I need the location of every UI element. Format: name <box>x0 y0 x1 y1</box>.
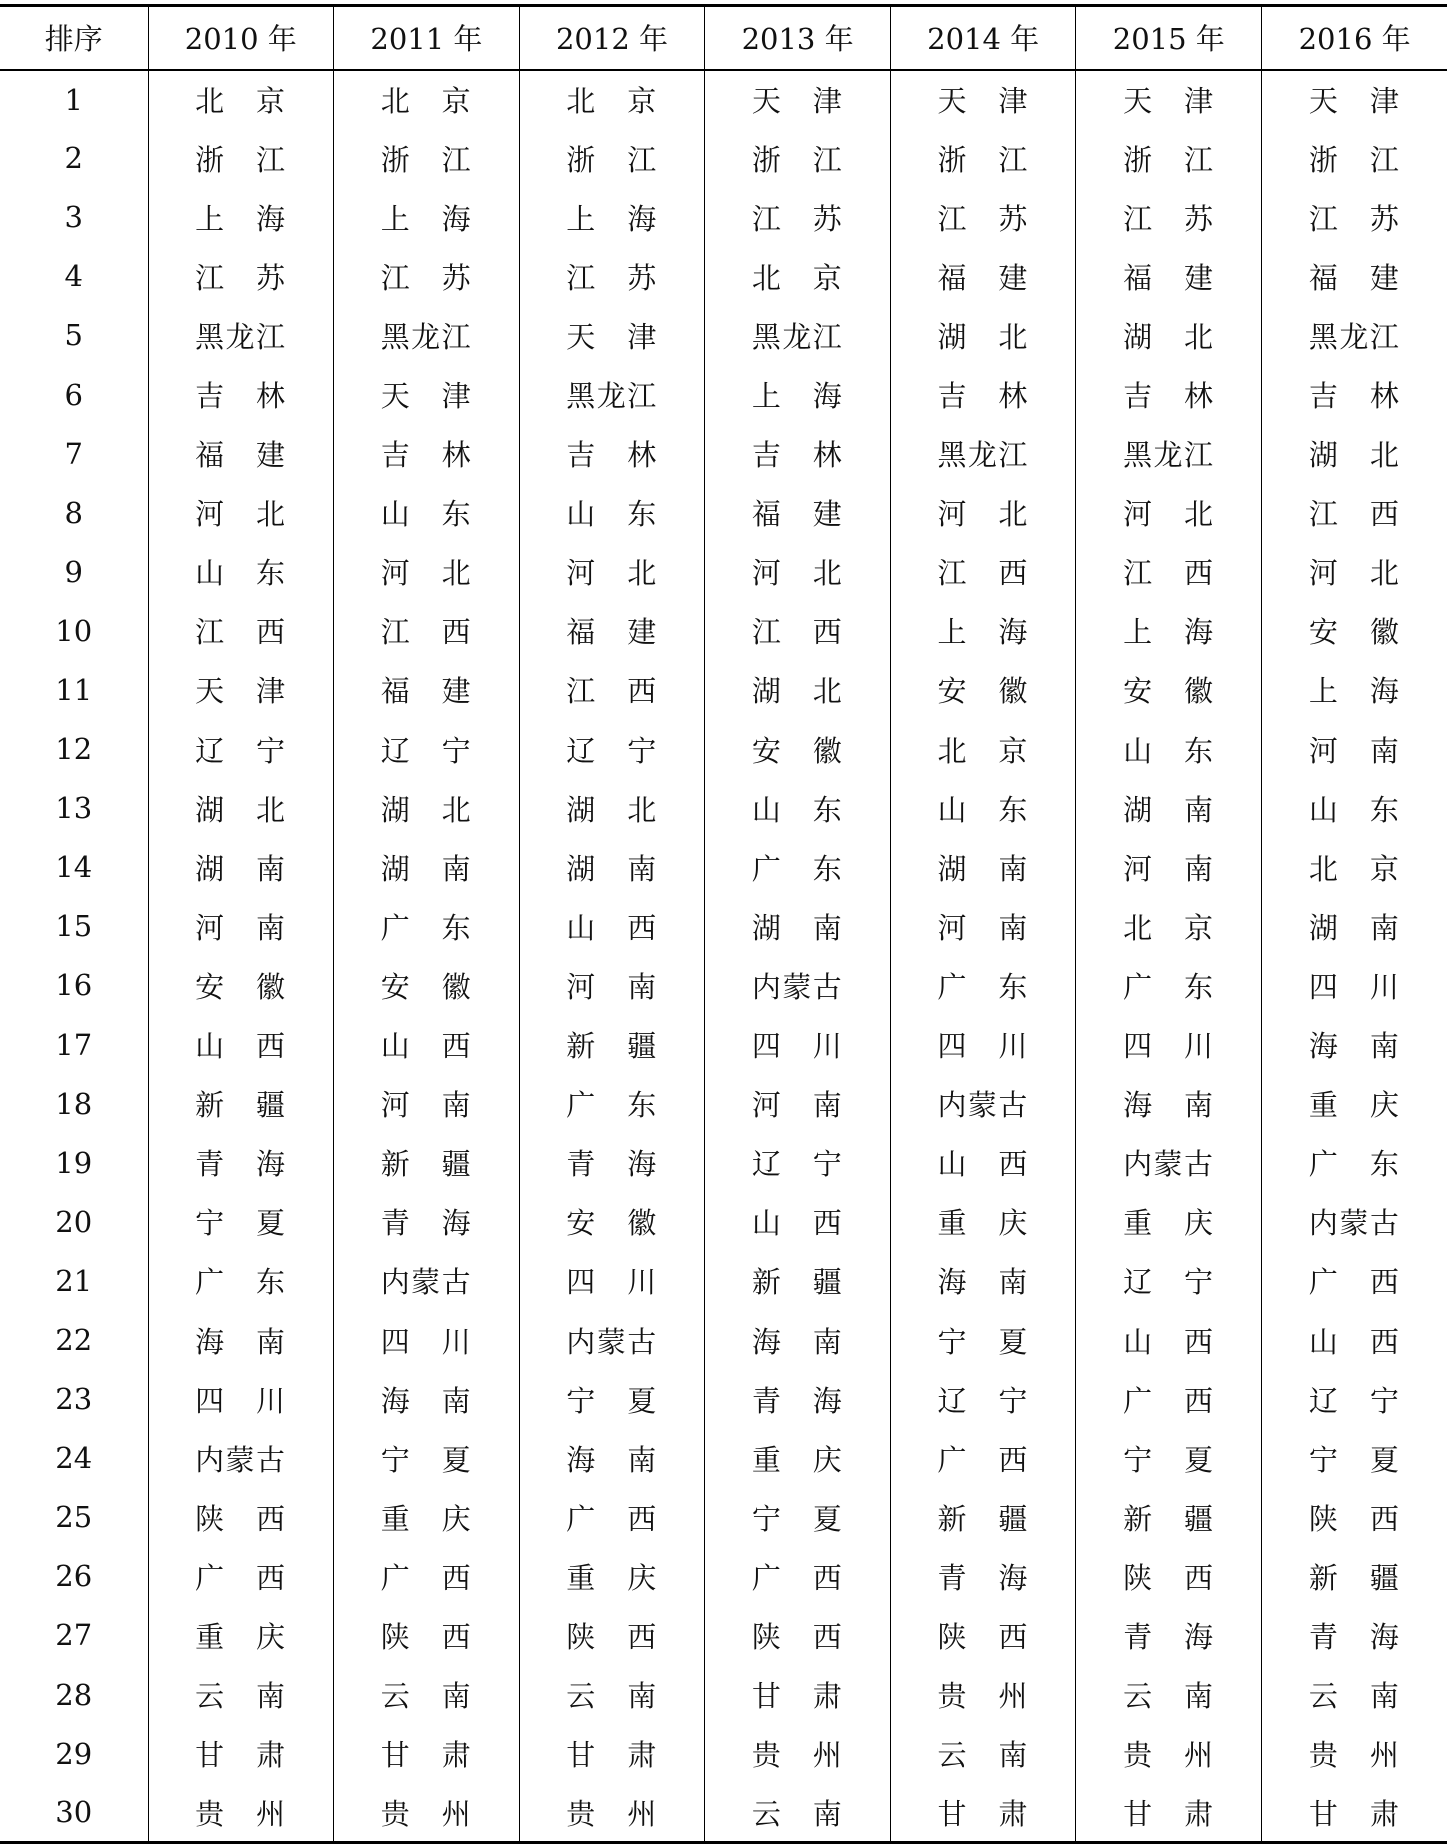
province-cell: 云 南 <box>148 1665 334 1724</box>
province-cell: 辽 宁 <box>890 1370 1076 1429</box>
province-cell: 贵 州 <box>1262 1724 1447 1783</box>
province-cell: 河 北 <box>705 542 891 601</box>
province-cell: 湖 南 <box>334 838 520 897</box>
province-cell: 福 建 <box>1076 247 1262 306</box>
province-cell: 甘 肃 <box>1076 1783 1262 1842</box>
province-cell: 黑龙江 <box>890 424 1076 483</box>
province-cell: 贵 州 <box>334 1783 520 1842</box>
rank-cell: 20 <box>55 1204 93 1239</box>
province-cell: 吉 林 <box>705 424 891 483</box>
province-cell: 内蒙古 <box>148 1429 334 1488</box>
province-cell: 吉 林 <box>890 365 1076 424</box>
province-cell: 江 苏 <box>148 247 334 306</box>
rank-cell: 23 <box>55 1382 93 1417</box>
province-cell: 黑龙江 <box>148 306 334 365</box>
province-cell: 陕 西 <box>890 1606 1076 1665</box>
table-row <box>0 1488 1447 1547</box>
header-2010: 2010 年 <box>148 6 334 70</box>
province-cell: 天 津 <box>519 306 705 365</box>
province-cell: 山 东 <box>890 779 1076 838</box>
province-cell: 四 川 <box>1262 956 1447 1015</box>
province-cell: 安 徽 <box>334 956 520 1015</box>
rank-cell: 6 <box>64 377 83 412</box>
province-cell: 广 西 <box>1262 1251 1447 1310</box>
province-cell: 内蒙古 <box>334 1251 520 1310</box>
province-cell: 河 南 <box>334 1074 520 1133</box>
province-cell: 甘 肃 <box>334 1724 520 1783</box>
rank-cell: 7 <box>64 436 83 471</box>
province-cell: 湖 北 <box>148 779 334 838</box>
province-cell: 吉 林 <box>1262 365 1447 424</box>
province-cell: 河 北 <box>519 542 705 601</box>
province-cell: 辽 宁 <box>519 720 705 779</box>
province-cell: 福 建 <box>890 247 1076 306</box>
rank-cell: 16 <box>55 968 93 1003</box>
rank-cell: 15 <box>55 909 93 944</box>
province-cell: 安 徽 <box>1262 601 1447 660</box>
province-cell: 重 庆 <box>1076 1192 1262 1251</box>
province-cell: 青 海 <box>334 1192 520 1251</box>
province-cell: 云 南 <box>705 1783 891 1842</box>
province-cell: 黑龙江 <box>1076 424 1262 483</box>
ranking-table <box>0 4 1447 1844</box>
province-cell: 新 疆 <box>890 1488 1076 1547</box>
province-cell: 黑龙江 <box>334 306 520 365</box>
province-cell: 天 津 <box>705 70 891 129</box>
rank-cell: 17 <box>55 1027 93 1062</box>
province-cell: 重 庆 <box>1262 1074 1447 1133</box>
province-cell: 青 海 <box>705 1370 891 1429</box>
table-row <box>0 483 1447 542</box>
province-cell: 河 北 <box>148 483 334 542</box>
header-2012: 2012 年 <box>519 6 705 70</box>
province-cell: 山 西 <box>1262 1310 1447 1369</box>
province-cell: 江 苏 <box>890 188 1076 247</box>
province-cell: 海 南 <box>705 1310 891 1369</box>
rank-cell: 5 <box>64 318 83 353</box>
province-cell: 湖 北 <box>890 306 1076 365</box>
table-body <box>0 70 1447 1843</box>
province-cell: 上 海 <box>148 188 334 247</box>
rank-cell: 24 <box>55 1441 93 1476</box>
province-cell: 上 海 <box>705 365 891 424</box>
province-cell: 北 京 <box>148 70 334 129</box>
ranking-table-wrapper <box>0 4 1447 1844</box>
province-cell: 四 川 <box>1076 1015 1262 1074</box>
table-row <box>0 1251 1447 1310</box>
province-cell: 福 建 <box>1262 247 1447 306</box>
province-cell: 新 疆 <box>148 1074 334 1133</box>
province-cell: 宁 夏 <box>148 1192 334 1251</box>
province-cell: 广 东 <box>334 897 520 956</box>
province-cell: 重 庆 <box>334 1488 520 1547</box>
header-2014: 2014 年 <box>890 6 1076 70</box>
province-cell: 重 庆 <box>890 1192 1076 1251</box>
rank-cell: 10 <box>55 613 93 648</box>
province-cell: 内蒙古 <box>890 1074 1076 1133</box>
province-cell: 宁 夏 <box>334 1429 520 1488</box>
rank-cell: 28 <box>55 1677 93 1712</box>
province-cell: 辽 宁 <box>148 720 334 779</box>
province-cell: 上 海 <box>1262 660 1447 719</box>
province-cell: 湖 南 <box>148 838 334 897</box>
province-cell: 河 北 <box>334 542 520 601</box>
header-2016: 2016 年 <box>1262 6 1447 70</box>
province-cell: 安 徽 <box>705 720 891 779</box>
province-cell: 天 津 <box>890 70 1076 129</box>
table-row <box>0 247 1447 306</box>
table-row <box>0 1606 1447 1665</box>
province-cell: 上 海 <box>334 188 520 247</box>
rank-cell: 9 <box>64 554 83 589</box>
table-row <box>0 188 1447 247</box>
province-cell: 青 海 <box>890 1547 1076 1606</box>
province-cell: 新 疆 <box>519 1015 705 1074</box>
province-cell: 陕 西 <box>705 1606 891 1665</box>
province-cell: 山 东 <box>1262 779 1447 838</box>
province-cell: 宁 夏 <box>1262 1429 1447 1488</box>
rank-cell: 30 <box>0 1783 148 1842</box>
province-cell: 内蒙古 <box>705 956 891 1015</box>
province-cell: 天 津 <box>148 660 334 719</box>
province-cell: 湖 南 <box>1262 897 1447 956</box>
province-cell: 湖 南 <box>1076 779 1262 838</box>
header-2013: 2013 年 <box>705 6 891 70</box>
province-cell: 河 北 <box>1076 483 1262 542</box>
province-cell: 江 苏 <box>1076 188 1262 247</box>
province-cell: 重 庆 <box>148 1606 334 1665</box>
province-cell: 山 东 <box>148 542 334 601</box>
province-cell: 广 东 <box>1262 1133 1447 1192</box>
table-row <box>0 1370 1447 1429</box>
table-row <box>0 1133 1447 1192</box>
province-cell: 安 徽 <box>519 1192 705 1251</box>
province-cell: 贵 州 <box>148 1783 334 1842</box>
header-rank: 排序 <box>0 6 148 70</box>
province-cell: 贵 州 <box>519 1783 705 1842</box>
province-cell: 广 东 <box>705 838 891 897</box>
province-cell: 江 西 <box>1262 483 1447 542</box>
table-row <box>0 779 1447 838</box>
province-cell: 云 南 <box>1262 1665 1447 1724</box>
province-cell: 青 海 <box>148 1133 334 1192</box>
province-cell: 重 庆 <box>519 1547 705 1606</box>
province-cell: 河 南 <box>1262 720 1447 779</box>
rank-cell: 29 <box>55 1736 93 1771</box>
table-row <box>0 1015 1447 1074</box>
province-cell: 内蒙古 <box>519 1310 705 1369</box>
province-cell: 陕 西 <box>334 1606 520 1665</box>
province-cell: 上 海 <box>519 188 705 247</box>
province-cell: 天 津 <box>334 365 520 424</box>
rank-cell: 4 <box>64 259 83 294</box>
province-cell: 四 川 <box>519 1251 705 1310</box>
table-row <box>0 660 1447 719</box>
province-cell: 江 西 <box>148 601 334 660</box>
province-cell: 陕 西 <box>519 1606 705 1665</box>
province-cell: 江 西 <box>1076 542 1262 601</box>
province-cell: 广 东 <box>519 1074 705 1133</box>
province-cell: 上 海 <box>1076 601 1262 660</box>
province-cell: 海 南 <box>519 1429 705 1488</box>
province-cell: 陕 西 <box>1262 1488 1447 1547</box>
province-cell: 新 疆 <box>1262 1547 1447 1606</box>
province-cell: 山 东 <box>519 483 705 542</box>
province-cell: 湖 南 <box>519 838 705 897</box>
rank-cell: 14 <box>55 850 93 885</box>
province-cell: 河 北 <box>1262 542 1447 601</box>
table-row <box>0 1429 1447 1488</box>
province-cell: 北 京 <box>1076 897 1262 956</box>
header-2011: 2011 年 <box>334 6 520 70</box>
province-cell: 广 西 <box>890 1429 1076 1488</box>
province-cell: 天 津 <box>1262 70 1447 129</box>
rank-cell: 8 <box>64 495 83 530</box>
table-row <box>0 720 1447 779</box>
province-cell: 北 京 <box>1262 838 1447 897</box>
province-cell: 新 疆 <box>1076 1488 1262 1547</box>
rank-cell: 18 <box>55 1086 93 1121</box>
province-cell: 山 西 <box>519 897 705 956</box>
province-cell: 内蒙古 <box>1076 1133 1262 1192</box>
province-cell: 福 建 <box>519 601 705 660</box>
province-cell: 甘 肃 <box>890 1783 1076 1842</box>
header-2015: 2015 年 <box>1076 6 1262 70</box>
table-header <box>0 6 1447 70</box>
rank-cell: 27 <box>55 1618 93 1653</box>
province-cell: 山 东 <box>1076 720 1262 779</box>
province-cell: 云 南 <box>519 1665 705 1724</box>
province-cell: 江 苏 <box>705 188 891 247</box>
province-cell: 河 北 <box>890 483 1076 542</box>
province-cell: 安 徽 <box>890 660 1076 719</box>
rank-cell: 11 <box>55 672 93 707</box>
province-cell: 新 疆 <box>334 1133 520 1192</box>
province-cell: 湖 北 <box>705 660 891 719</box>
province-cell: 江 西 <box>705 601 891 660</box>
table-row <box>0 70 1447 129</box>
province-cell: 北 京 <box>705 247 891 306</box>
province-cell: 浙 江 <box>1076 129 1262 188</box>
province-cell: 宁 夏 <box>519 1370 705 1429</box>
province-cell: 海 南 <box>1262 1015 1447 1074</box>
province-cell: 浙 江 <box>1262 129 1447 188</box>
province-cell: 四 川 <box>148 1370 334 1429</box>
province-cell: 北 京 <box>334 70 520 129</box>
header-row <box>0 6 1447 70</box>
province-cell: 山 西 <box>1076 1310 1262 1369</box>
table-row <box>0 306 1447 365</box>
table-row <box>0 129 1447 188</box>
province-cell: 福 建 <box>148 424 334 483</box>
table-row <box>0 1783 1447 1842</box>
province-cell: 北 京 <box>890 720 1076 779</box>
province-cell: 福 建 <box>705 483 891 542</box>
province-cell: 宁 夏 <box>890 1310 1076 1369</box>
province-cell: 广 西 <box>1076 1370 1262 1429</box>
province-cell: 山 西 <box>148 1015 334 1074</box>
province-cell: 湖 北 <box>519 779 705 838</box>
table-row <box>0 1724 1447 1783</box>
province-cell: 吉 林 <box>519 424 705 483</box>
rank-cell: 25 <box>55 1500 93 1535</box>
province-cell: 湖 北 <box>1262 424 1447 483</box>
province-cell: 河 南 <box>890 897 1076 956</box>
province-cell: 甘 肃 <box>519 1724 705 1783</box>
table-row <box>0 424 1447 483</box>
province-cell: 吉 林 <box>334 424 520 483</box>
province-cell: 湖 南 <box>705 897 891 956</box>
province-cell: 江 西 <box>890 542 1076 601</box>
province-cell: 贵 州 <box>890 1665 1076 1724</box>
table-row <box>0 1665 1447 1724</box>
rank-cell: 2 <box>64 141 83 176</box>
province-cell: 辽 宁 <box>705 1133 891 1192</box>
rank-cell: 19 <box>55 1145 93 1180</box>
rank-cell: 12 <box>55 732 93 767</box>
province-cell: 甘 肃 <box>705 1665 891 1724</box>
province-cell: 重 庆 <box>705 1429 891 1488</box>
table-row <box>0 1074 1447 1133</box>
rank-cell: 1 <box>64 82 83 117</box>
province-cell: 浙 江 <box>148 129 334 188</box>
province-cell: 辽 宁 <box>334 720 520 779</box>
province-cell: 北 京 <box>519 70 705 129</box>
province-cell: 浙 江 <box>890 129 1076 188</box>
province-cell: 天 津 <box>1076 70 1262 129</box>
province-cell: 四 川 <box>334 1310 520 1369</box>
province-cell: 云 南 <box>890 1724 1076 1783</box>
province-cell: 江 苏 <box>334 247 520 306</box>
table-row <box>0 1547 1447 1606</box>
table-row <box>0 365 1447 424</box>
province-cell: 浙 江 <box>705 129 891 188</box>
province-cell: 新 疆 <box>705 1251 891 1310</box>
province-cell: 广 东 <box>1076 956 1262 1015</box>
province-cell: 山 西 <box>890 1133 1076 1192</box>
province-cell: 甘 肃 <box>148 1724 334 1783</box>
province-cell: 青 海 <box>519 1133 705 1192</box>
province-cell: 广 东 <box>148 1251 334 1310</box>
province-cell: 青 海 <box>1262 1606 1447 1665</box>
province-cell: 内蒙古 <box>1262 1192 1447 1251</box>
province-cell: 山 西 <box>334 1015 520 1074</box>
province-cell: 江 西 <box>519 660 705 719</box>
province-cell: 广 东 <box>890 956 1076 1015</box>
province-cell: 安 徽 <box>148 956 334 1015</box>
rank-cell: 3 <box>64 200 83 235</box>
province-cell: 辽 宁 <box>1262 1370 1447 1429</box>
province-cell: 山 西 <box>705 1192 891 1251</box>
province-cell: 辽 宁 <box>1076 1251 1262 1310</box>
table-row <box>0 897 1447 956</box>
province-cell: 海 南 <box>890 1251 1076 1310</box>
province-cell: 广 西 <box>705 1547 891 1606</box>
table-row <box>0 1192 1447 1251</box>
province-cell: 陕 西 <box>148 1488 334 1547</box>
province-cell: 青 海 <box>1076 1606 1262 1665</box>
province-cell: 湖 北 <box>1076 306 1262 365</box>
province-cell: 广 西 <box>334 1547 520 1606</box>
province-cell: 河 南 <box>705 1074 891 1133</box>
province-cell: 宁 夏 <box>705 1488 891 1547</box>
province-cell: 云 南 <box>1076 1665 1262 1724</box>
province-cell: 贵 州 <box>705 1724 891 1783</box>
province-cell: 山 东 <box>705 779 891 838</box>
rank-cell: 22 <box>55 1323 93 1358</box>
province-cell: 吉 林 <box>148 365 334 424</box>
province-cell: 甘 肃 <box>1262 1783 1447 1842</box>
province-cell: 四 川 <box>705 1015 891 1074</box>
province-cell: 吉 林 <box>1076 365 1262 424</box>
province-cell: 海 南 <box>1076 1074 1262 1133</box>
province-cell: 福 建 <box>334 660 520 719</box>
rank-cell: 21 <box>55 1263 93 1298</box>
province-cell: 黑龙江 <box>1262 306 1447 365</box>
province-cell: 上 海 <box>890 601 1076 660</box>
province-cell: 广 西 <box>148 1547 334 1606</box>
province-cell: 江 苏 <box>519 247 705 306</box>
rank-cell: 26 <box>55 1559 93 1594</box>
table-row <box>0 956 1447 1015</box>
table-row <box>0 838 1447 897</box>
province-cell: 四 川 <box>890 1015 1076 1074</box>
province-cell: 安 徽 <box>1076 660 1262 719</box>
table-row <box>0 601 1447 660</box>
province-cell: 海 南 <box>334 1370 520 1429</box>
province-cell: 江 西 <box>334 601 520 660</box>
province-cell: 宁 夏 <box>1076 1429 1262 1488</box>
province-cell: 湖 南 <box>890 838 1076 897</box>
province-cell: 贵 州 <box>1076 1724 1262 1783</box>
province-cell: 江 苏 <box>1262 188 1447 247</box>
rank-cell: 13 <box>55 791 93 826</box>
province-cell: 广 西 <box>519 1488 705 1547</box>
province-cell: 陕 西 <box>1076 1547 1262 1606</box>
province-cell: 黑龙江 <box>705 306 891 365</box>
province-cell: 河 南 <box>519 956 705 1015</box>
province-cell: 山 东 <box>334 483 520 542</box>
province-cell: 海 南 <box>148 1310 334 1369</box>
province-cell: 云 南 <box>334 1665 520 1724</box>
table-row <box>0 542 1447 601</box>
province-cell: 湖 北 <box>334 779 520 838</box>
province-cell: 黑龙江 <box>519 365 705 424</box>
province-cell: 河 南 <box>148 897 334 956</box>
province-cell: 浙 江 <box>334 129 520 188</box>
province-cell: 浙 江 <box>519 129 705 188</box>
table-row <box>0 1310 1447 1369</box>
province-cell: 河 南 <box>1076 838 1262 897</box>
